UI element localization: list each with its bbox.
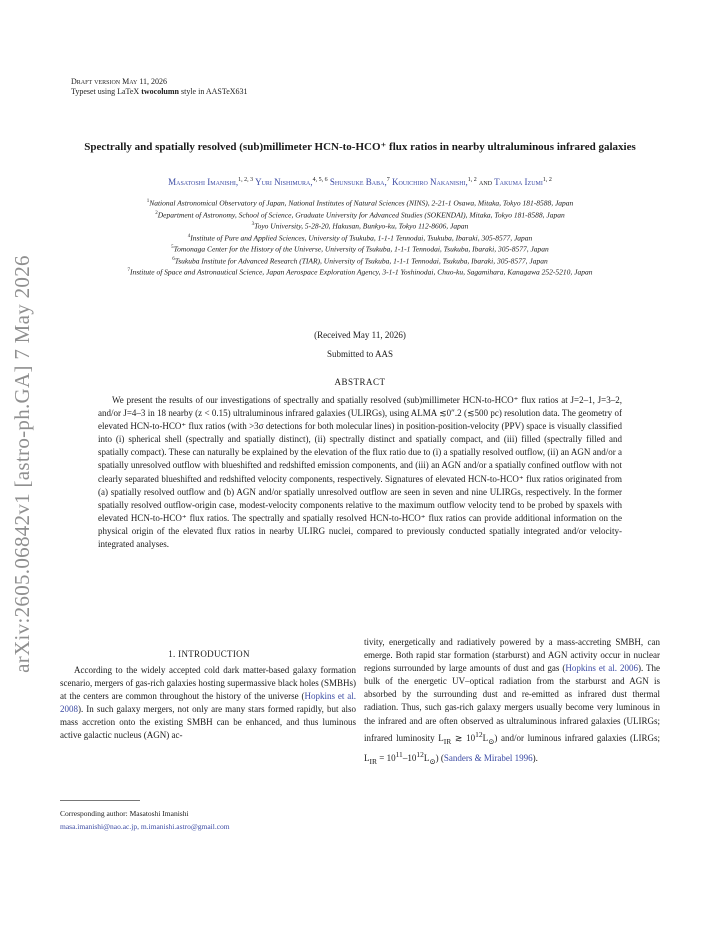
- affiliation-item: $^1$National Astronomical Observatory of Japan, National Institutes of Natural Sciences (NINS), 2-21-1 Osawa, Mitaka, Tokyo 181-8588, Japan: [146, 198, 574, 208]
- received-date: (Received May 11, 2026): [314, 330, 406, 340]
- affiliation-item: $^3$Toyo University, 5-28-20, Hakusan, Bunkyo-ku, Tokyo 112-8606, Japan: [251, 221, 469, 231]
- preprint-info: [71, 77, 248, 97]
- citation-link[interactable]: Hopkins et al. 2008: [60, 691, 356, 715]
- author-link[interactable]: Takuma Izumi$^{1, 2}$: [494, 177, 552, 187]
- footnote-divider: [60, 800, 140, 801]
- affiliation-item: $^6$Tsukuba Institute for Advanced Research (TIAR), University of Tsukuba, 1-1-1 Tennodai, Tsukuba, Ibaraki, 305-8577, Japan: [172, 256, 548, 265]
- author-link[interactable]: Kouichiro Nakanishi,$^{1, 2}$: [391, 177, 477, 187]
- abstract-text: We present the results of our investigations of spectrally and spatially resolved (sub)millimeter HCN-to-HCO⁺ flux ratios at J=2–1, J=3–2, and/or J=4–3 in 18 nearby (z < 0.15) ultraluminous infrared galaxies (ULIRGs), using ALMA ≲0″.2 (≲500 pc) resolution data. The geometry of elevated HCN-to-HCO⁺ flux ratios (with >3σ detections for both molecular lines) in position-position-velocity (PPV) space is visually classified into (i) spherical shell (spectrally and spatially distinct), (ii) spectrally distinct and spatially compact, and (iii) filled (spectrally filled and spatially compact). These can naturally be explained by the elevation of the flux ratio due to (i) a spatially resolved outflow, (ii) an AGN and/or a spatially unresolved outflow with blueshifted and redshifted emission components, and (iii) an AGN and/or a spatially confined outflow with not clearly separated blueshifted and redshifted velocity components, respectively. Signatures of elevated HCN-to-HCO⁺ flux ratios originated from (a) spatially resolved outflow and (b) AGN and/or spatially unresolved outflow are seen in seven and nine ULIRGs, respectively. In the former spatially resolved outflow-origin case, modest-velocity components relative to the maximum outflow velocity tend to be probed by spaxels with elevated HCN-to-HCO⁺ flux ratios. The spectrally and spatially resolved HCN-to-HCO⁺ flux ratios can provide additional information on the physical origin of the elevated flux ratios in nearby ULIRG nuclei, compared to previously conducted spatially integrated and/or velocity-integrated analyses.: [98, 395, 622, 550]
- draft-version-line: Draft version May 11, 2026: [71, 77, 168, 86]
- affiliation-item: $^5$Tomonaga Center for the History of the Universe, University of Tsukuba, 1-1-1 Tennodai, Tsukuba, Ibaraki, 305-8577, Japan: [171, 244, 549, 254]
- intro-column-left: According to the widely accepted cold dark matter-based galaxy formation scenario, mergers of gas-rich galaxies hosting supermassive black holes (SMBHs) at the centers are common throughout the history of the universe (Hopkins et al. 2008). In such galaxy mergers, not only are many stars formed rapidly, but also mass accretion onto the existing SMBH can be enhanced, and thus luminous active galactic nucleus (AGN) ac-: [60, 665, 356, 741]
- section-heading-introduction: 1. INTRODUCTION: [168, 649, 250, 659]
- citation-link[interactable]: Sanders & Mirabel 1996: [443, 752, 533, 763]
- author-link[interactable]: Yuri Nishimura,$^{4, 5, 6}$: [255, 177, 328, 187]
- latex-logo: LaTeX: [117, 87, 140, 96]
- corresponding-author-footnote: [60, 807, 230, 833]
- affiliation-list: [58, 197, 662, 278]
- affiliation-item: $^2$Department of Astronomy, School of Science, Graduate University for Advanced Studies (SOKENDAI), Mitaka, Tokyo 181-8588, Japan: [155, 210, 565, 219]
- paper-title: Spectrally and spatially resolved (sub)millimeter HCN-to-HCO⁺ flux ratios in nearby ultraluminous infrared galaxies: [84, 141, 636, 153]
- author-link[interactable]: Shunsuke Baba,$^7$: [329, 177, 390, 187]
- affiliation-item: $^7$Institute of Space and Astronautical Science, Japan Aerospace Exploration Agency, 3-1-1 Yoshinodai, Chuo-ku, Sagamihara, Kanagawa 252-5210, Japan: [127, 267, 593, 277]
- abstract-heading: ABSTRACT: [334, 377, 386, 387]
- affiliation-item: $^4$Institute of Pure and Applied Sciences, University of Tsukuba, 1-1-1 Tennodai, Tsukuba, Ibaraki, 305-8577, Japan: [187, 233, 533, 242]
- arxiv-identifier-stamp: arXiv:2605.06842v1 [astro-ph.GA] 7 May 2026: [10, 255, 34, 673]
- intro-column-right: tivity, energetically and radiatively powered by a mass-accreting SMBH, can emerge. Both rapid star formation (starburst) and AGN activity occur in nuclear regions surrounded by large amounts of dust and gas (Hopkins et al. 2006). The bulk of the energetic UV–optical radiation from the starburst and AGN is absorbed by the surrounding dust and re-emitted as infrared dust thermal radiation. Thus, such gas-rich galaxy mergers usually become very luminous in the infrared and are often observed as ultraluminous infrared galaxies (ULIRGs; infrared luminosity $L_{IR}$ ≳ $10^{12}L_⊙$) and/or luminous infrared galaxies (LIRGs; $L_{IR} = 10^{11}-10^{12}L_⊙$) (Sanders & Mirabel 1996).: [364, 637, 661, 766]
- author-conjunction: and: [479, 177, 493, 187]
- author-list: [60, 177, 660, 187]
- corresponding-author: Corresponding author: Masatoshi Imanishi: [60, 809, 189, 818]
- email-links[interactable]: masa.imanishi@nao.ac.jp, m.imanishi.astro@gmail.com: [60, 822, 230, 831]
- author-link[interactable]: Masatoshi Imanishi,$^{1, 2, 3}$: [168, 177, 254, 187]
- typeset-line: Typeset using LaTeX twocolumn style in AASTeX631: [71, 87, 248, 96]
- submitted-to: Submitted to AAS: [326, 349, 393, 359]
- citation-link[interactable]: Hopkins et al. 2006: [565, 663, 638, 674]
